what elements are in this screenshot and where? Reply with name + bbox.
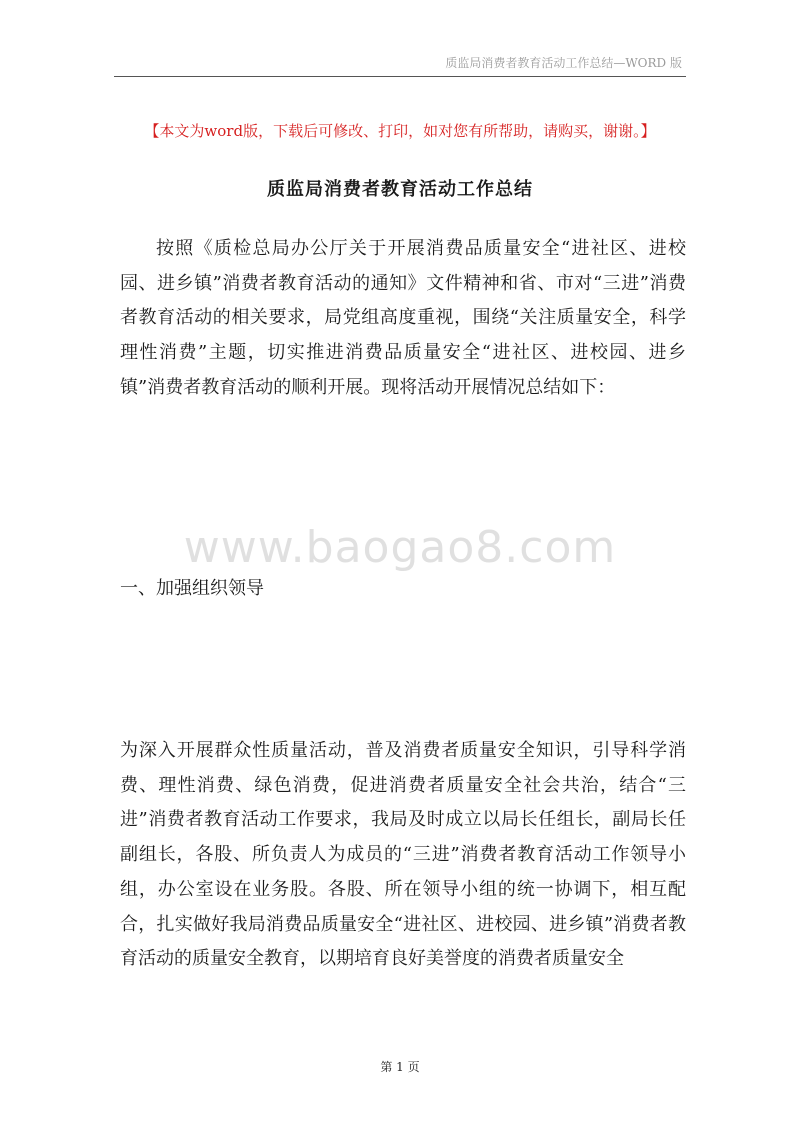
page-number: 第 1 页 <box>380 1060 420 1074</box>
section-heading: 一、加强组织领导 <box>120 578 264 599</box>
download-notice: 【本文为word版，下载后可修改、打印，如对您有所帮助，请购买，谢谢。】 <box>144 122 656 140</box>
site-watermark: www.baogao8.com <box>183 522 617 573</box>
intro-paragraph: 按照《质检总局办公厅关于开展消费品质量安全“进社区、进校园、进乡镇”消费者教育活动的通知》文件精神和省、市对“三进”消费者教育活动的相关要求，局党组高度重视，围绕“关注质量安全，科学理性消费”主题，切实推进消费品质量安全“进社区、进校园、进乡镇”消费者教育活动的顺利开展。现将活动开展情况总结如下： <box>120 238 686 398</box>
body-paragraph: 为深入开展群众性质量活动，普及消费者质量安全知识，引导科学消费、理性消费、绿色消费，促进消费者质量安全社会共治，结合“三进”消费者教育活动工作要求，我局及时成立以局长任组长，副局长任副组长，各股、所负责人为成员的“三进”消费者教育活动工作领导小组，办公室设在业务股。各股、所在领导小组的统一协调下，相互配合，扎实做好我局消费品质量安全“进社区、进校园、进乡镇”消费者教育活动的质量安全教育，以期培育良好美誉度的消费者质量安全 <box>120 740 686 970</box>
document-title: 质监局消费者教育活动工作总结 <box>267 179 533 200</box>
running-header: 质监局消费者教育活动工作总结—WORD 版 <box>445 56 682 70</box>
header-divider <box>114 76 686 77</box>
